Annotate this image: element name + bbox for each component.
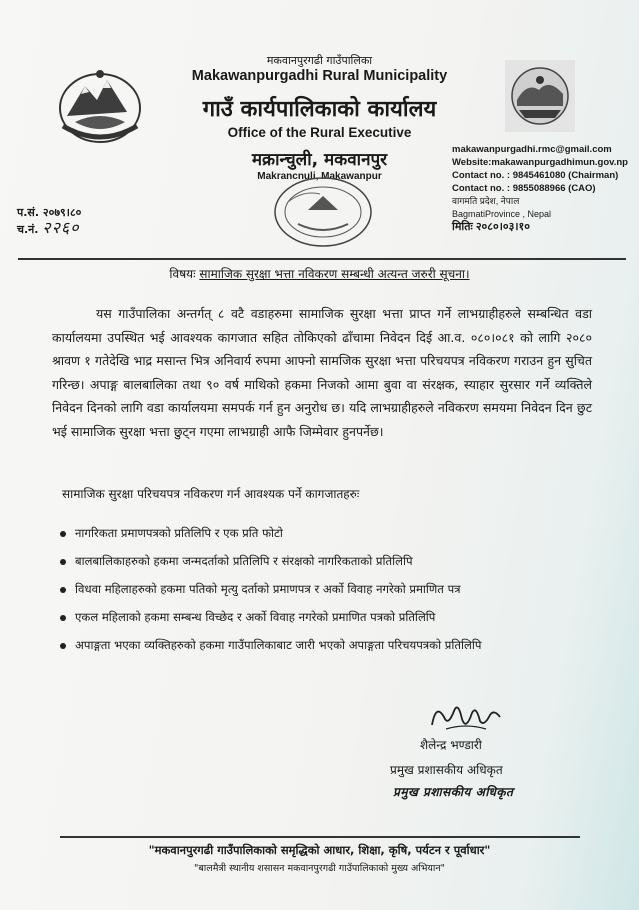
designation-stamp: प्रमुख प्रशासकीय अधिकृत xyxy=(393,785,514,799)
letter-date: मितिः २०८०।०३।१० xyxy=(452,221,530,233)
patra-sankhya-value: २०७९।८० xyxy=(42,206,82,219)
notice-paragraph: यस गाउँपालिका अन्तर्गत् ८ वटै वडाहरुमा सामाजिक सुरक्षा भत्ता प्राप्त गर्ने लाभग्राहीहरुले सम्बन्धित वडा कार्यालयमा उपस्थित भई आवश्यक कागजात सहित तोकिएको ढाँचामा निवेदन दिई आ.व. ०८०।०८१ को लागि २०८० श्रावण १ गतेदेखि भाद्र मसान्त भित्र अनिवार्य रुपमा आफ्नो सामजिक सुरक्षा भत्ता परिचयपत्र नविकरण गराउन हुन सुचित गरिन्छ। अपाङ्ग बालबालिका तथा ९० वर्ष माथिको हकमा निजको आमा बुवा वा संरक्षक, स्याहार सुरसार गर्ने व्यक्तिले निवेदन दिनको लागि वडा कार्यालयमा समपर्क गर्न हुन अनुरोध छ। यदि लाभग्राहीहरुले नविकरण समयमा निवेदन दिन छुट भई सामाजिक सुरक्षा भत्ता छुट्न गएमा लाभग्राही आफै जिम्मेवार हुनपर्नेछ। xyxy=(52,306,592,439)
reference-numbers xyxy=(17,205,81,237)
bullet-icon xyxy=(60,615,66,621)
list-item: नागरिकता प्रमाणपत्रको प्रतिलिपि र एक प्रति फोटो xyxy=(60,519,481,547)
website-text: Website:makawanpurgadhimun.gov.np xyxy=(452,157,628,168)
documents-list xyxy=(60,519,481,659)
chalani-label: च.नं. xyxy=(17,223,39,236)
list-item: अपाङ्गता भएका व्यक्तिहरुको हकमा गाउँपालिकाबाट जारी भएको अपाङ्गता परिचयपत्रको प्रतिलिपि xyxy=(60,631,481,659)
place-english: Makrancnuli, Makawanpur xyxy=(257,171,382,182)
list-item: एकल महिलाको हकमा सम्बन्ध विच्छेद र अर्को विवाह नगरेको प्रमाणित पत्रको प्रतिलिपि xyxy=(60,603,481,631)
footer-divider xyxy=(60,836,580,838)
contact-chairman: Contact no. : 9845461080 (Chairman) xyxy=(452,170,619,181)
list-item: बालबालिकाहरुको हकमा जन्मदर्ताको प्रतिलिपि र संरक्षको नागरिकताको प्रतिलिपि xyxy=(60,547,481,575)
municipality-logo-icon xyxy=(505,60,575,132)
header-divider xyxy=(18,258,626,260)
municipality-name-english: Makawanpurgadhi Rural Municipality xyxy=(191,68,448,84)
subject-line xyxy=(0,265,639,282)
contact-cao: Contact no. : 9855088966 (CAO) xyxy=(452,183,596,194)
office-name-english: Office of the Rural Executive xyxy=(227,125,412,140)
documents-title: सामाजिक सुरक्षा परिचयपत्र नविकरण गर्न आवश्यक पर्ने कागजातहरुः xyxy=(62,487,360,501)
email-text: makawanpurgadhi.rmc@gmail.com xyxy=(452,144,612,155)
bullet-icon xyxy=(60,587,66,593)
signatory-name: शैलेन्द्र भण्डारी xyxy=(420,738,482,752)
bullet-icon xyxy=(60,643,66,649)
footer-tagline: "बालमैत्री स्थानीय शसासन मकवानपुरगढी गाउँपालिकाको मुख्य अभियान" xyxy=(194,863,445,874)
subject-text: सामाजिक सुरक्षा भत्ता नविकरण सम्बन्धी अत्यन्त जरुरी सूचना। xyxy=(199,267,470,281)
contact-block xyxy=(452,143,639,234)
signatory-post: प्रमुख प्रशासकीय अधिकृत xyxy=(390,763,503,777)
subject-label: विषयः xyxy=(169,267,196,281)
office-stamp-icon xyxy=(268,172,378,250)
list-item: विधवा महिलाहरुको हकमा पतिको मृत्यु दर्ताको प्रमाणपत्र र अर्को विवाह नगरेको प्रमाणित पत्र xyxy=(60,575,481,603)
patra-sankhya-label: प.सं. xyxy=(17,206,40,219)
bullet-icon xyxy=(60,531,66,537)
footer-slogan: "मकवानपुरगढी गाउँपालिकाको समृद्धिको आधार, शिक्षा, कृषि, पर्यटन र पूर्वाधार" xyxy=(148,843,491,857)
bullet-icon xyxy=(60,559,66,565)
province-english: BagmatiProvince , Nepal xyxy=(452,209,552,219)
province-nepali: वागमति प्रदेश, नेपाल xyxy=(452,196,520,206)
chalani-value: २२६० xyxy=(42,218,80,237)
place-nepali: मक्रान्चुली, मकवानपुर xyxy=(251,150,388,170)
municipality-name-nepali: मकवानपुरगढी गाउँपालिका xyxy=(266,54,373,67)
office-name-nepali: गाउँ कार्यपालिकाको कार्यालय xyxy=(202,97,437,122)
signature-icon xyxy=(426,697,506,737)
